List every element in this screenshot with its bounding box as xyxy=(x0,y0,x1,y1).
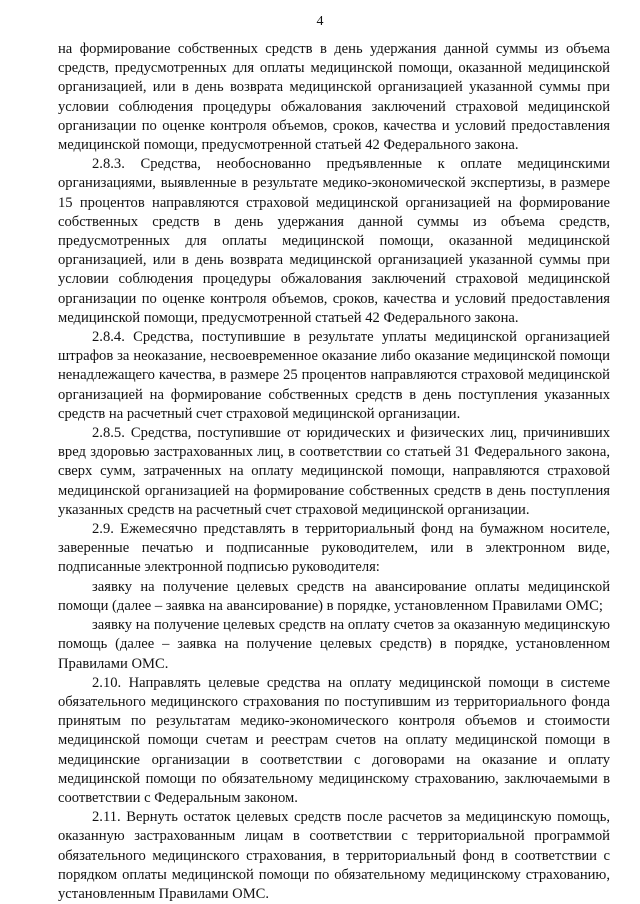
document-body xyxy=(58,40,610,904)
paragraph-2-9: 2.9. Ежемесячно представлять в территориальный фонд на бумажном носителе, заверенные печатью и подписанные руководителем, или в электронном виде, подписанные электронной подписью руководителя: xyxy=(58,521,610,576)
paragraph-continuation: на формирование собственных средств в день удержания данной суммы из объема средств, предусмотренных для оплаты медицинской помощи, оказанной медицинской организацией, или в день возврата медицинской организацией указанной суммы при условии соблюдения процедуры обжалования заключений страховой медицинской организации по оценке контроля объемов, сроков, качества и условий предоставления медицинской помощи, предусмотренной статьей 42 Федерального закона. xyxy=(58,41,610,154)
page-number: 4 xyxy=(316,14,324,29)
paragraph-2-8-3: 2.8.3. Средства, необоснованно предъявленные к оплате медицинскими организациями, выявленные в результате медико-экономической экспертизы, в размере 15 процентов направляются страховой медицинской организацией на формирование собственных средств в день удержания данной суммы из объема средств, предусмотренных для оплаты медицинской помощи, оказанной медицинской организацией, или в день возврата медицинской организацией указанной суммы при условии соблюдения процедуры обжалования заключений страховой медицинской организации по оценке контроля объемов, сроков, качества и условий предоставления медицинской помощи, предусмотренной статьей 42 Федерального закона. xyxy=(58,156,610,326)
paragraph-2-8-4: 2.8.4. Средства, поступившие в результате уплаты медицинской организацией штрафов за неоказание, несвоевременное оказание либо оказание медицинской помощи ненадлежащего качества, в размере 25 процентов направляются страховой медицинской организацией на формирование собственных средств в день поступления указанных средств на расчетный счет страховой медицинской организации. xyxy=(58,329,610,422)
paragraph-target-funds-request: заявку на получение целевых средств на оплату счетов за оказанную медицинскую помощь (далее – заявка на получение целевых средств) в порядке, установленном Правилами ОМС. xyxy=(58,617,610,672)
paragraph-2-11: 2.11. Вернуть остаток целевых средств после расчетов за медицинскую помощь, оказанную застрахованным лицам в соответствии с территориальной программой обязательного медицинского страхования, в территориальный фонд в соответствии с порядком оплаты медицинской помощи по обязательному медицинскому страхованию, установленным Правилами ОМС. xyxy=(58,809,610,902)
paragraph-2-10: 2.10. Направлять целевые средства на оплату медицинской помощи в системе обязательного медицинского страхования по поступившим из территориального фонда принятым по результатам медико-экономического контроля объемов и стоимости медицинской помощи счетам и реестрам счетов на оплату медицинской помощи в медицинские организации в соответствии с договорами на оказание и оплату медицинской помощи по обязательному медицинскому страхованию, заключаемыми в соответствии с Федеральным законом. xyxy=(58,674,610,806)
paragraph-2-8-5: 2.8.5. Средства, поступившие от юридических и физических лиц, причинивших вред здоровью застрахованных лиц, в соответствии со статьей 31 Федерального закона, сверх сумм, затраченных на оплату медицинской помощи, направляются страховой медицинской организацией на формирование собственных средств в день поступления указанных средств на расчетный счет страховой медицинской организации. xyxy=(58,425,610,518)
paragraph-advance-request: заявку на получение целевых средств на авансирование оплаты медицинской помощи (далее – заявка на авансирование) в порядке, установленном Правилами ОМС; xyxy=(58,578,610,614)
